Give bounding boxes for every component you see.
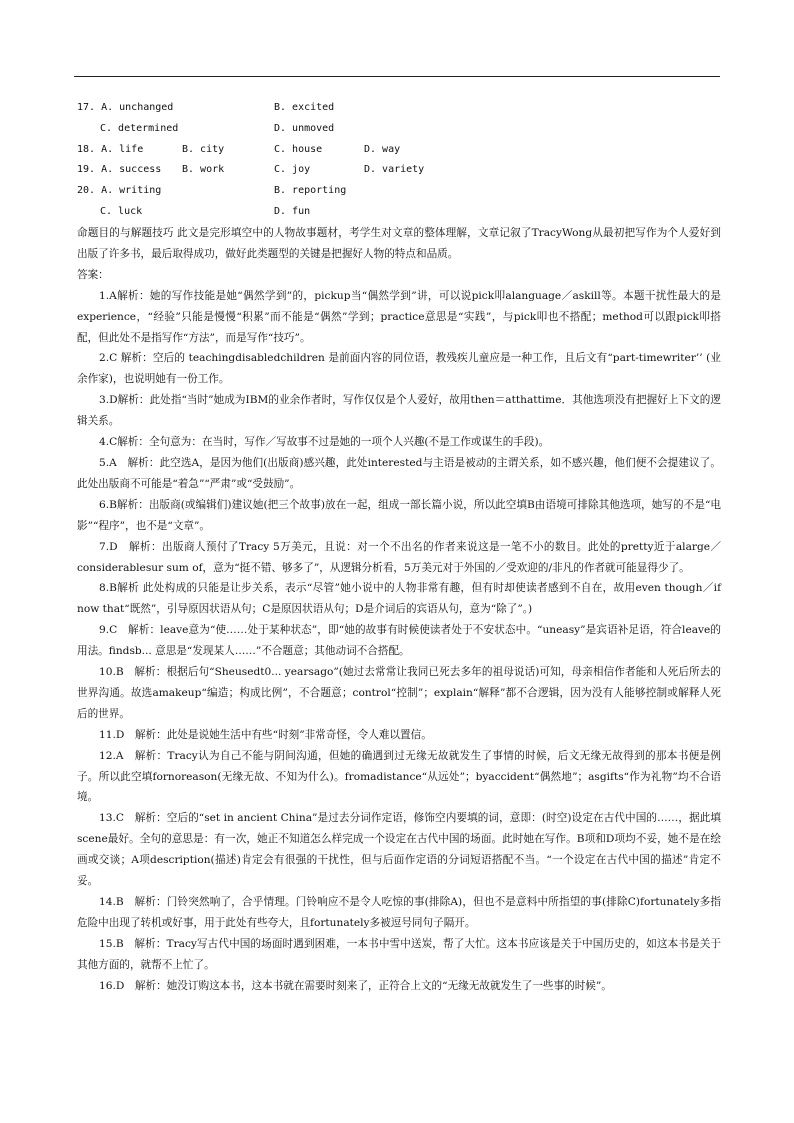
answer-item: 4.C解析：全句意为：在当时，写作／写故事不过是她的一项个人兴趣(不是工作或谋生的手段)。: [99, 436, 550, 449]
option-d: D. variety: [364, 164, 425, 176]
answer-item: 12.A 解析：Tracy认为自己不能与阴间沟通，但她的确遇到过无缘无故就发生了事情的时候，后文无缘无故得到的那本书便是例子。所以此空填fornoreason(无缘无故、不知为什么)。fromadistance“从远处”；byaccident“偶然地”；asgifts“作为礼物”均不合语境。: [77, 749, 721, 804]
answer-item: 6.B解析：出版商(或编辑们)建议她(把三个故事)放在一起，组成一部长篇小说，所以此空填B由语境可排除其他选项，她写的不是“电影”“程序”，也不是“文章”。: [77, 498, 721, 532]
answer-item: 2.C 解析：空后的 teachingdisabledchildren 是前面内容的同位语，教残疾儿童应是一种工作，且后文有“part-timewriter’’ (业余作家)，也说明她有一份工作。: [77, 352, 721, 386]
option-c: C. determined: [100, 122, 179, 134]
answer-item: 9.C 解析：leave意为“使……处于某种状态”，即“她的故事有时候使读者处于不安状态中。“uneasy”是宾语补足语，符合leave的用法。findsb... 意思是“发现某人……”不合题意；其他动词不合搭配。: [77, 624, 721, 658]
answer-item: 8.B解析 此处构成的只能是让步关系，表示“尽管”她小说中的人物非常有趣，但有时却使读者感到不自在，故用even though／if now that“既然”，引导原因状语从句；C是原因状语从句；D是介词后的宾语从句，意为“除了”。): [77, 582, 721, 616]
option-row: [77, 140, 727, 161]
option-b: B. work: [182, 164, 225, 176]
answer-item: 5.A 解析：此空选A，是因为他们(出版商)感兴趣，此处interested与主语是被动的主谓关系，如不感兴趣，他们便不会提建议了。此处出版商不可能是“着急”“严肃”或“受鼓励”。: [77, 456, 721, 490]
answer-item: 14.B 解析：门铃突然响了，合乎情理。门铃响应不是令人吃惊的事(排除A)，但也不是意料中所指望的事(排除C)fortunately多指危险中出现了转机或好事，用于此处有些夸大，且fortunately多被逗号同句子隔开。: [77, 896, 721, 929]
option-b: B. excited: [274, 102, 335, 113]
option-b: B. reporting: [274, 185, 347, 197]
option-row: [77, 119, 727, 140]
option-a: 19. A. success: [77, 164, 162, 176]
header-rule: [74, 76, 720, 77]
answer-item: 1.A解析：她的写作技能是她“偶然学到”的，pickup当“偶然学到”讲，可以说pick叩alanguage／askill等。本题干扰性最大的是experience，“经验”只能是慢慢“积累”而不能是“偶然”学到；practice意思是“实践”，与pick叩也不搭配；method可以跟pick叩搭配，但此处不是指写作“方法”，而是写作“技巧”。: [77, 289, 721, 344]
option-d: D. fun: [274, 205, 311, 217]
option-row: [77, 160, 727, 181]
answer-label: 答案：: [77, 268, 109, 281]
option-a: 18. A. life: [77, 143, 144, 155]
option-row: [77, 98, 727, 119]
option-c: C. joy: [274, 164, 311, 176]
answer-item: 11.D 解析：此处是说她生活中有些“时刻”非常奇怪，令人难以置信。: [99, 728, 432, 741]
option-row: [77, 181, 727, 202]
option-c: C. luck: [100, 205, 143, 217]
answer-item: 3.D解析：此处指“当时”她成为IBM的业余作者时，写作仅仅是个人爱好，故用then＝atthattime．其他选项没有把握好上下文的逻辑关系。: [77, 394, 721, 428]
explanation-body: [77, 223, 721, 997]
answer-item: 10.B 解析：根据后句“Sheusedt0... yearsago”(她过去常常让我同已死去多年的祖母说话)可知，母亲相信作者能和人死后所去的世界沟通。故选amakeup“编造；构成比例”，不合题意；control“控制”；explain“解释”都不合逻辑，因为没有人能够控制或解释人死后的世界。: [77, 666, 721, 720]
options-block: [77, 98, 727, 223]
option-d: D. way: [364, 143, 401, 155]
option-b: B. city: [182, 143, 225, 155]
answer-item: 13.C 解析：空后的“set in ancient China”是过去分词作定语，修饰空内要填的词，意即：(时空)设定在古代中国的……，据此填scene最好。全句的意思是：有一次，她正不知道怎么样完成一个设定在古代中国的场面。此时她在写作。B项和D项均不妥，她不是在绘画或交谈；A项description(描述)肯定会有很强的干扰性，但与后面作定语的分词短语搭配不当。“一个设定在古代中国的描述”肯定不妥。: [77, 812, 721, 888]
option-c: C. house: [274, 143, 323, 155]
option-a: 17. A. unchanged: [77, 102, 174, 113]
answer-item: 16.D 解析：她没订购这本书，这本书就在需要时刻来了，正符合上文的“无缘无故就发生了一些事的时候”。: [99, 979, 612, 992]
answer-item: 7.D 解析：出版商人预付了Tracy 5万美元，且说：对一个不出名的作者来说这是一笔不小的数目。此处的pretty近于alarge／considerablesur sum of，意为“挺不错、够多了”，从逻辑分析看，5万美元对于外国的／受欢迎的/非凡的作者就可能显得少了。: [77, 540, 721, 574]
intro-paragraph: 命题目的与解题技巧 此文是完形填空中的人物故事题材，考学生对文章的整体理解，文章记叙了TracyWong从最初把写作为个人爱好到出版了许多书，最后取得成功，做好此类题型的关键是把握好人物的特点和品质。: [77, 227, 721, 260]
option-a: 20. A. writing: [77, 185, 162, 197]
answer-item: 15.B 解析：Tracy写古代中国的场面时遇到困难，一本书中雪中送炭，帮了大忙。这本书应该是关于中国历史的，如这本书是关于其他方面的，就帮不上忙了。: [77, 937, 721, 971]
option-row: [77, 202, 727, 223]
option-d: D. unmoved: [274, 122, 335, 134]
